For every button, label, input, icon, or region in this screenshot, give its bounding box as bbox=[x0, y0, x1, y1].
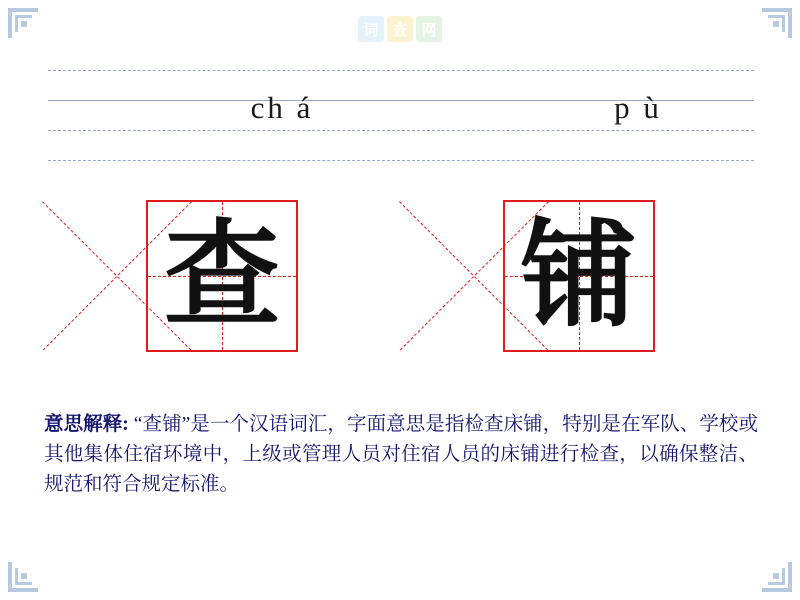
character-row bbox=[0, 200, 800, 365]
explanation-block bbox=[44, 410, 758, 501]
corner-ornament-icon bbox=[760, 6, 794, 40]
site-watermark-logo bbox=[358, 16, 442, 42]
character-grid-box-second bbox=[503, 200, 655, 352]
watermark-box-3: 网 bbox=[416, 16, 442, 42]
corner-ornament-icon bbox=[6, 560, 40, 594]
explanation-label: 意思解释: bbox=[44, 414, 129, 435]
explanation-text: “查铺”是一个汉语词汇，字面意思是指检查床铺，特别是在军队、学校或其他集体住宿环境中，上级或管理人员对住宿人员的床铺进行检查，以确保整洁、规范和符合规定标准。 bbox=[44, 414, 759, 496]
character-grid-box-first bbox=[146, 200, 298, 352]
character-glyph-second: 铺 bbox=[521, 208, 637, 343]
watermark-box-1: 词 bbox=[358, 16, 384, 42]
character-glyph-first: 查 bbox=[164, 208, 280, 343]
staff-line-4 bbox=[48, 160, 754, 161]
pinyin-first: ch á bbox=[250, 90, 314, 125]
watermark-box-2: 查 bbox=[387, 16, 413, 42]
pinyin-second: p ù bbox=[614, 90, 662, 125]
corner-ornament-icon bbox=[6, 6, 40, 40]
staff-line-3 bbox=[48, 130, 754, 131]
staff-line-1 bbox=[48, 70, 754, 71]
corner-ornament-icon bbox=[760, 560, 794, 594]
pinyin-staff bbox=[48, 70, 754, 162]
